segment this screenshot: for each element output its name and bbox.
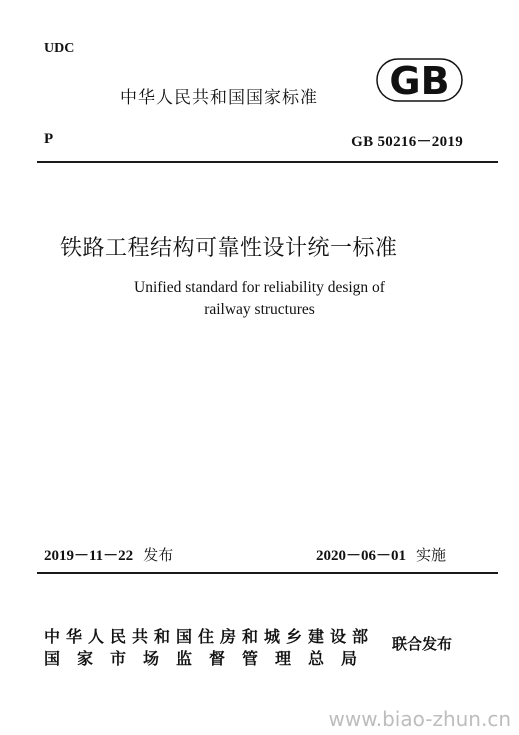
implementation-date: 2020－06－01 <box>316 548 407 564</box>
title-english-line-1: Unified standard for reliability design of <box>134 279 385 296</box>
issue-date-block <box>44 544 173 565</box>
implementation-label: 实施 <box>416 546 447 564</box>
gb-logo <box>376 58 463 102</box>
title-english <box>0 277 519 321</box>
classification-letter: P <box>44 131 54 147</box>
top-divider <box>37 161 498 163</box>
issue-label: 发布 <box>143 546 174 564</box>
implementation-date-block <box>316 544 446 565</box>
udc-label: UDC <box>44 41 75 56</box>
issue-date: 2019－11－22 <box>44 548 134 564</box>
issuer-line-2: 国家市场监督管理总局 <box>44 649 375 668</box>
joint-publish-label: 联合发布 <box>392 635 453 653</box>
bottom-divider <box>37 572 498 574</box>
title-english-line-2: railway structures <box>204 301 315 318</box>
standard-number: GB 50216－2019 <box>351 134 463 150</box>
gb-logo-text: GB <box>389 59 450 102</box>
title-chinese: 铁路工程结构可靠性设计统一标准 <box>60 236 398 261</box>
issuing-country-title: 中华人民共和国国家标准 <box>120 88 318 108</box>
watermark: www.biao-zhun.cn <box>328 707 511 731</box>
issuer-line-1: 中华人民共和国住房和城乡建设部 <box>44 627 375 646</box>
